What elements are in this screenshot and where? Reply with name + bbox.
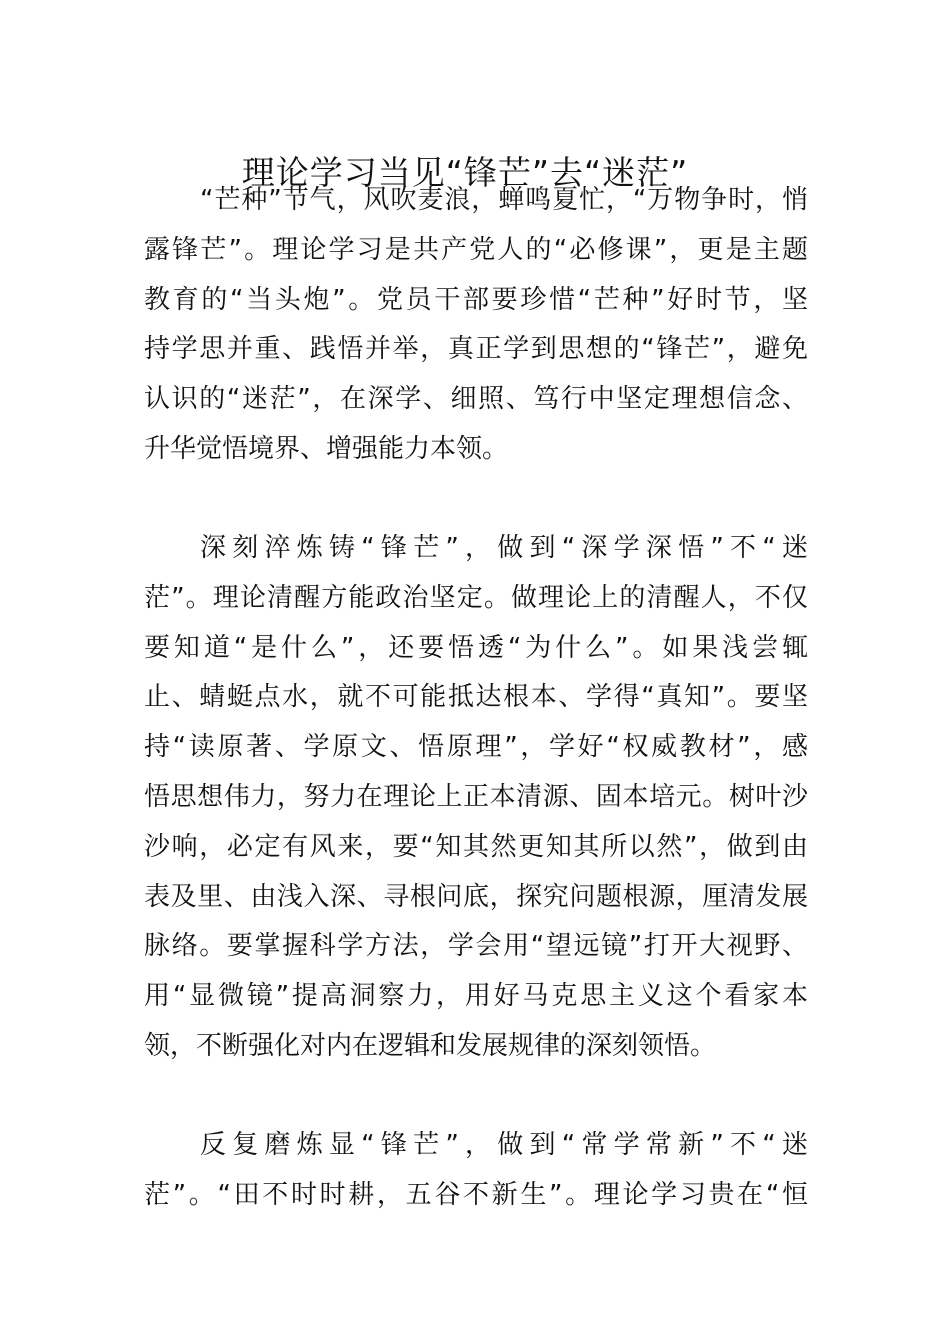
paragraph-line: 教育的“当头炮”。党员干部要珍惜“芒种”好时节，坚 (144, 284, 808, 315)
paragraph-line: 持学思并重、践悟并举，真正学到思想的“锋芒”，避免 (144, 334, 808, 365)
paragraph-line: 脉络。要掌握科学方法，学会用“望远镜”打开大视野、 (144, 931, 808, 962)
document-title: 理论学习当见“锋芒”去“迷茫” (241, 153, 689, 193)
paragraph-2 (144, 524, 808, 1072)
paragraph-line: 反复磨炼显“锋芒”，做到“常学常新”不“迷 (200, 1130, 808, 1160)
paragraph-line: 露锋芒”。理论学习是共产党人的“必修课”，更是主题 (144, 234, 808, 265)
paragraph-line: 要知道“是什么”，还要悟透“为什么”。如果浅尝辄 (144, 632, 808, 663)
paragraph-line: 茫”。“田不时时耕，五谷不新生”。理论学习贵在“恒 (144, 1179, 808, 1210)
paragraph-line: “芒种”节气，风吹麦浪，蝉鸣夏忙，“万物争时，悄 (200, 185, 808, 215)
paragraph-line: 用“显微镜”提高洞察力，用好马克思主义这个看家本 (144, 981, 808, 1012)
paragraph-line: 沙响，必定有风来，要“知其然更知其所以然”，做到由 (144, 831, 808, 862)
paragraph-line: 认识的“迷茫”，在深学、细照、笃行中坚定理想信念、 (144, 384, 808, 415)
paragraph-line: 持“读原著、学原文、悟原理”，学好“权威教材”，感 (144, 732, 808, 763)
paragraph-line: 茫”。理论清醒方能政治坚定。做理论上的清醒人，不仅 (144, 582, 808, 613)
paragraph-line: 悟思想伟力，努力在理论上正本清源、固本培元。树叶沙 (144, 781, 808, 812)
paragraph-3 (144, 1121, 808, 1221)
paragraph-1 (144, 176, 808, 475)
paragraph-line: 深刻淬炼铸“锋芒”，做到“深学深悟”不“迷 (200, 533, 808, 563)
paragraph-line: 升华觉悟境界、增强能力本领。 (144, 433, 509, 464)
paragraph-line: 表及里、由浅入深、寻根问底，探究问题根源，厘清发展 (144, 881, 808, 912)
paragraph-line: 领，不断强化对内在逻辑和发展规律的深刻领悟。 (144, 1030, 717, 1061)
paragraph-line: 止、蜻蜓点水，就不可能抵达根本、学得“真知”。要坚 (144, 682, 808, 713)
